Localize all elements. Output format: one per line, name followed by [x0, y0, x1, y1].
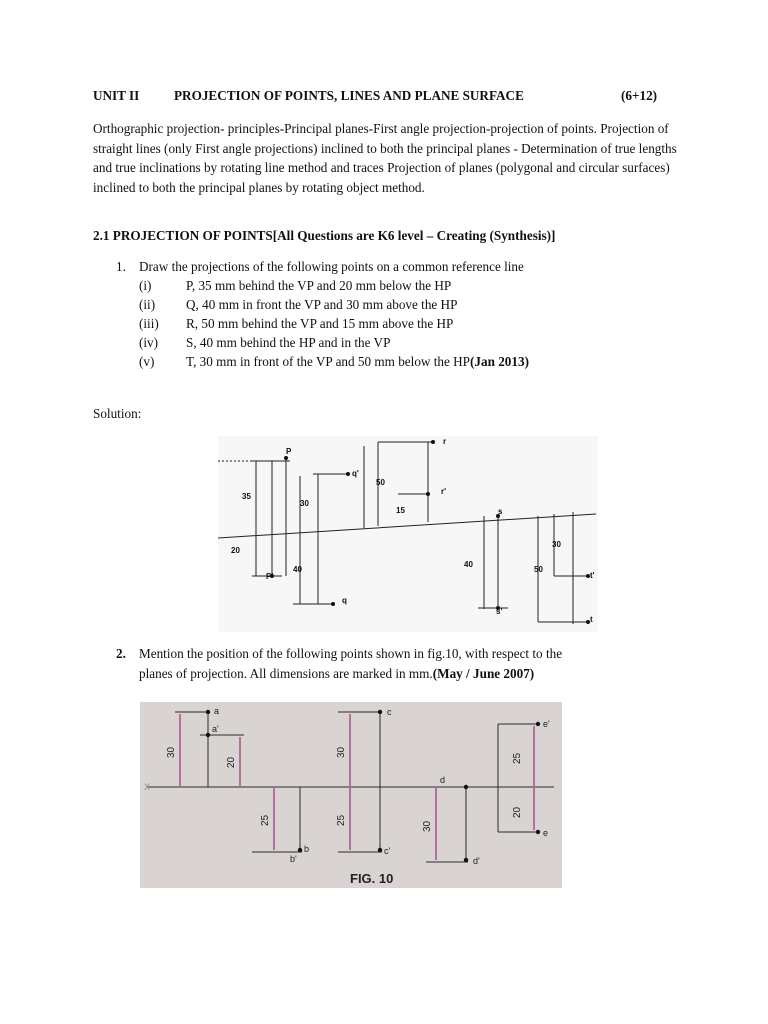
item-date: (Jan 2013) — [470, 354, 529, 369]
label-c-prime: c' — [384, 846, 391, 856]
point-b — [298, 848, 302, 852]
label-d-prime: d' — [473, 856, 480, 866]
label-t-prime: t' — [590, 571, 595, 580]
figure-caption: FIG. 10 — [350, 871, 394, 886]
label-a-prime: a' — [212, 724, 219, 734]
item-number: (i) — [139, 278, 152, 293]
label-e-prime: e' — [543, 719, 550, 729]
point-d — [464, 785, 468, 789]
unit-title: PROJECTION OF POINTS, LINES AND PLANE SURFACE — [174, 88, 524, 103]
item-number: (ii) — [139, 297, 156, 312]
point-c-prime — [378, 848, 382, 852]
projection-figure-1 — [218, 436, 598, 632]
point-c — [378, 710, 382, 714]
label-q: q — [342, 596, 347, 605]
item-number: (iv) — [139, 335, 159, 350]
label-r-prime: r' — [441, 487, 447, 496]
dim-label-20-e: 20 — [512, 806, 523, 818]
label-p: P — [286, 447, 292, 456]
point-d-prime — [464, 858, 468, 862]
dim-40: 40 — [293, 565, 302, 574]
label-r: r — [443, 437, 447, 446]
label-b-prime: b' — [290, 854, 297, 864]
item-number: (v) — [139, 354, 155, 369]
dim-35: 35 — [242, 492, 251, 501]
label-d: d — [440, 775, 446, 785]
point-a — [206, 710, 210, 714]
question-1-number: 1. — [116, 259, 126, 274]
item-text — [186, 354, 529, 370]
dim-label-25-e: 25 — [512, 752, 523, 764]
question-2-line-1: Mention the position of the following points shown in fig.10, with respect to the — [139, 646, 563, 661]
dim-label-20-a: 20 — [226, 756, 237, 768]
solution-label: Solution: — [93, 406, 142, 421]
point-r — [431, 440, 435, 444]
point-e-prime — [536, 722, 540, 726]
point-q — [331, 602, 335, 606]
dim-label-30-a: 30 — [166, 746, 177, 758]
item-text-main: T, 30 mm in front of the VP and 50 mm below the HP — [186, 354, 470, 369]
syllabus-paragraph: Orthographic projection- principles-Principal planes-First angle projection-projection of points. Projection of straight lines (only First angle projections) inclined to both the principal planes - Determination of true lengths and true inclinations by rotating line method and traces Projection of planes (polygonal and circular surfaces) inclined to both the principal planes by rotating object method. — [93, 121, 677, 195]
item-text: P, 35 mm behind the VP and 20 mm below the HP — [186, 278, 452, 293]
label-p-prime: P' — [266, 572, 274, 581]
label-s: s — [498, 507, 503, 516]
dim-label-30-d: 30 — [422, 820, 433, 832]
unit-number: UNIT II — [93, 88, 140, 103]
label-q-prime: q' — [352, 469, 359, 478]
dim-30: 30 — [300, 499, 309, 508]
label-t: t — [590, 615, 593, 624]
point-q-prime — [346, 472, 350, 476]
point-p — [284, 456, 288, 460]
dim-50: 50 — [376, 478, 385, 487]
dim-label-25-b: 25 — [260, 814, 271, 826]
dim-15: 15 — [396, 506, 405, 515]
dim-label-25-c: 25 — [336, 814, 347, 826]
item-text: Q, 40 mm in front the VP and 30 mm above the HP — [186, 297, 458, 312]
question-2-line-2-text: planes of projection. All dimensions are marked in mm. — [139, 666, 433, 681]
label-b: b — [304, 844, 310, 854]
unit-hours: (6+12) — [621, 88, 658, 103]
label-x: X — [144, 782, 151, 792]
figure-10 — [140, 702, 562, 888]
dim-50-t: 50 — [534, 565, 543, 574]
dim-40-s: 40 — [464, 560, 473, 569]
item-text: S, 40 mm behind the HP and in the VP — [186, 335, 391, 350]
label-a: a — [214, 706, 220, 716]
dim-30-t: 30 — [552, 540, 561, 549]
point-a-prime — [206, 733, 210, 737]
item-number: (iii) — [139, 316, 159, 331]
dim-20: 20 — [231, 546, 240, 555]
question-2-number: 2. — [116, 646, 126, 661]
label-c: c — [387, 707, 392, 717]
question-2-date: (May / June 2007) — [432, 666, 535, 681]
section-heading: 2.1 PROJECTION OF POINTS[All Questions are K6 level – Creating (Synthesis)] — [93, 228, 556, 243]
label-e: e — [543, 828, 549, 838]
item-text: R, 50 mm behind the VP and 15 mm above the HP — [186, 316, 454, 331]
figure-10-background — [140, 702, 562, 888]
question-1-text: Draw the projections of the following points on a common reference line — [139, 259, 524, 274]
point-r-prime — [426, 492, 430, 496]
question-2-line-2 — [139, 666, 534, 682]
dim-label-30-c: 30 — [336, 746, 347, 758]
label-s-prime: s' — [496, 607, 503, 616]
point-e — [536, 830, 540, 834]
